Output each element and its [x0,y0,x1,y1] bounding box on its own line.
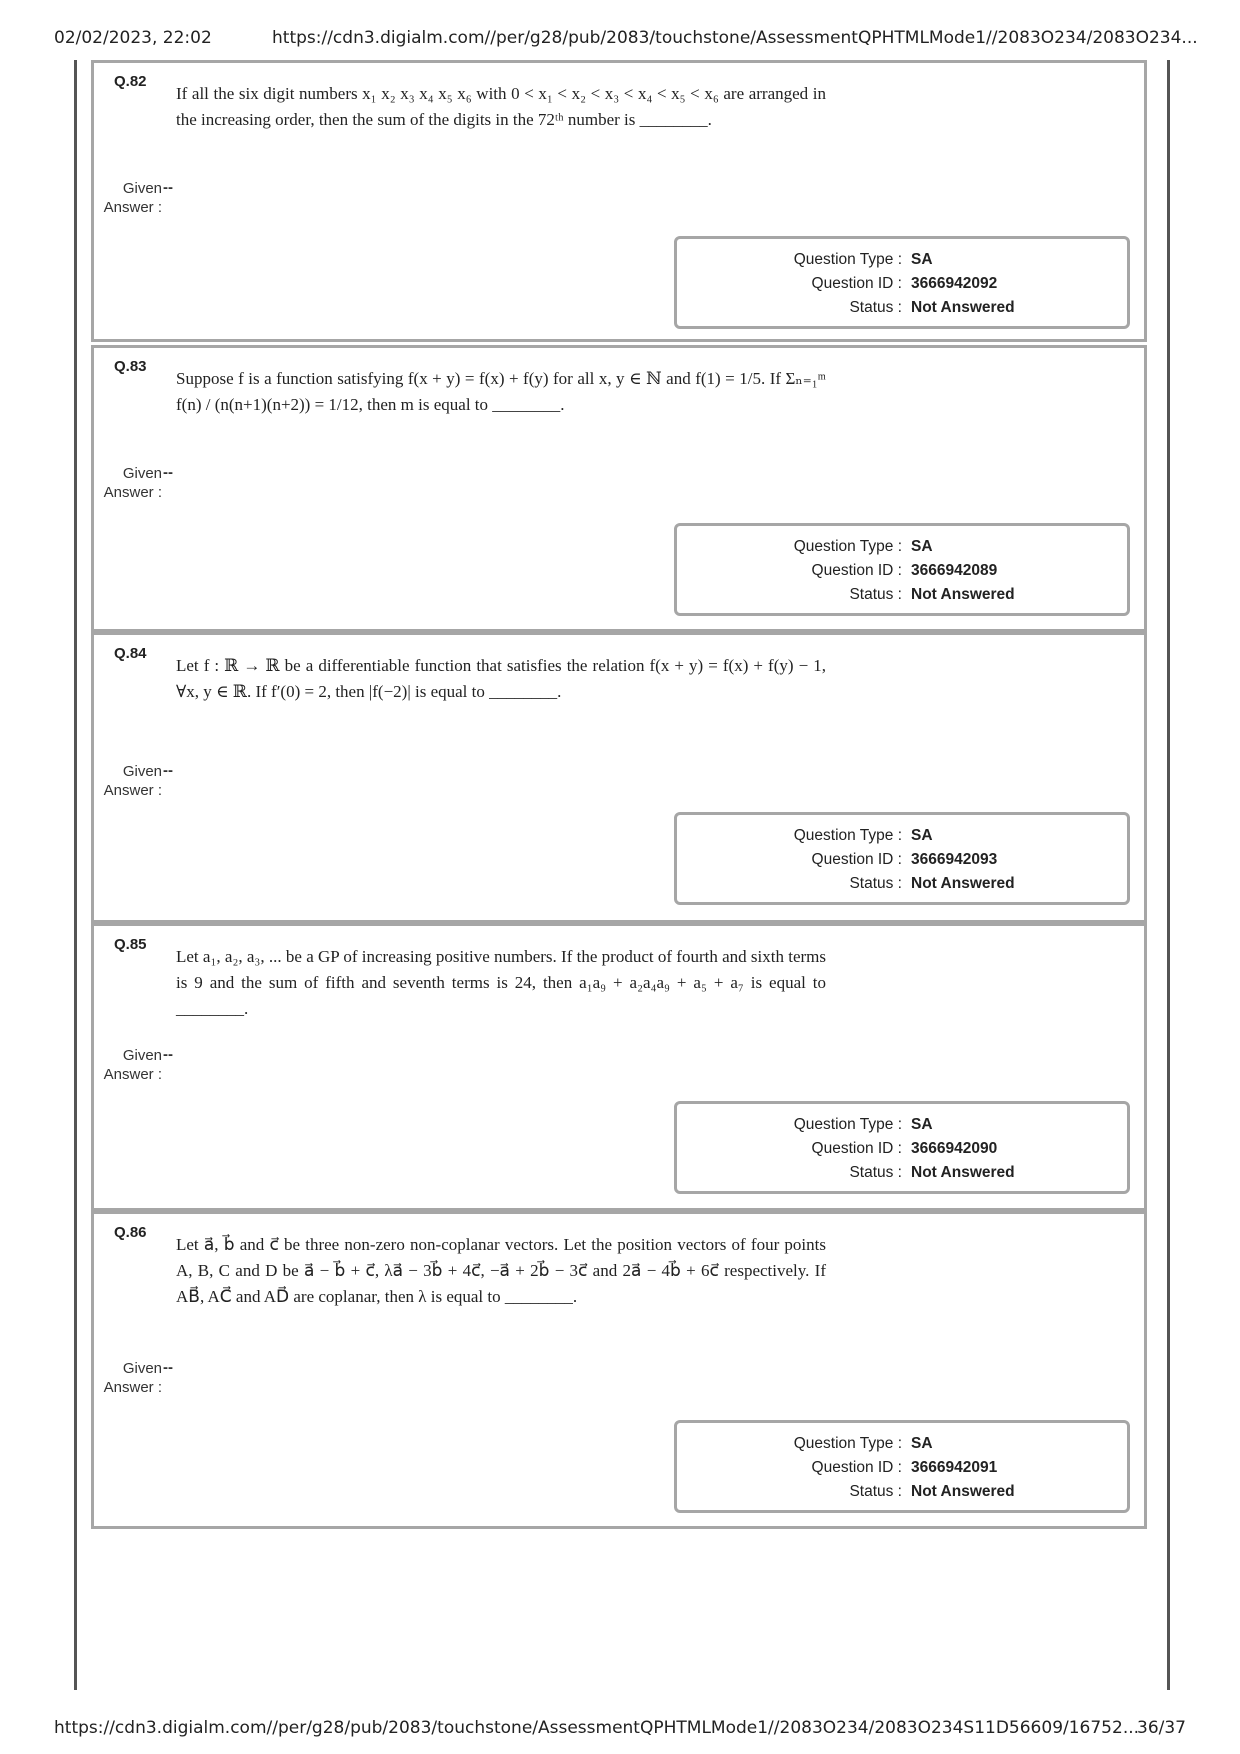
status-label: Status : [849,875,902,892]
question-card [91,60,1147,342]
given-answer-value: -- [163,1046,173,1063]
page-frame-right [1167,60,1170,1690]
given-answer-label: Given Answer : [103,180,162,216]
question-meta-box [674,812,1130,905]
given-answer-label: Given Answer : [103,465,162,501]
question-id-label: Question ID : [811,1140,902,1157]
question-number: Q.84 [114,645,147,662]
given-answer-label: Given Answer : [103,1360,162,1396]
status-label: Status : [849,586,902,603]
question-type-label: Question Type : [793,1116,902,1133]
question-type-value: SA [911,251,933,268]
print-footer [54,1718,1186,1742]
question-card [91,345,1147,632]
question-meta-box [674,236,1130,329]
question-type-value: SA [911,538,933,555]
question-card [91,1211,1147,1529]
given-answer-value: -- [163,179,173,196]
status-value: Not Answered [911,299,1015,316]
question-type-value: SA [911,1116,933,1133]
question-id-label: Question ID : [811,275,902,292]
question-id-label: Question ID : [811,851,902,868]
print-header-url: https://cdn3.digialm.com//per/g28/pub/2083/touchstone/AssessmentQPHTMLMode1//2083O234/2083O234... [272,28,1198,48]
question-type-label: Question Type : [793,827,902,844]
status-label: Status : [849,1483,902,1500]
question-id-value: 3666942093 [911,851,998,868]
question-type-label: Question Type : [793,538,902,555]
question-id-label: Question ID : [811,1459,902,1476]
question-number: Q.83 [114,358,147,375]
given-answer-label: Given Answer : [103,1047,162,1083]
question-text: Let a₁, a₂, a₃, ... be a GP of increasing positive numbers. If the product of fourth and sixth terms is 9 and the sum of fifth and seventh terms is 24, then a₁a₉ + a₂a₄a₉ + a₅ + a₇ is equal to ________. [176,947,826,1018]
question-card [91,632,1147,923]
question-id-value: 3666942092 [911,275,998,292]
print-footer-url: https://cdn3.digialm.com//per/g28/pub/2083/touchstone/AssessmentQPHTMLMode1//2083O234/2083O234S11D56609/16752... [54,1718,1140,1738]
print-datetime: 02/02/2023, 22:02 [54,28,212,48]
question-id-value: 3666942090 [911,1140,998,1157]
question-type-value: SA [911,1435,933,1452]
page-number: 36/37 [1137,1718,1186,1738]
given-answer-value: -- [163,762,173,779]
page-frame-left [74,60,77,1690]
question-text: Let f : ℝ → ℝ be a differentiable function that satisfies the relation f(x + y) = f(x) + f(y) − 1, ∀x, y ∈ ℝ. If f′(0) = 2, then |f(−2)| is equal to ________. [176,656,826,701]
question-id-value: 3666942089 [911,562,998,579]
status-value: Not Answered [911,1164,1015,1181]
question-text: Let a⃗, b⃗ and c⃗ be three non-zero non-coplanar vectors. Let the position vectors of four points A, B, C and D be a⃗ − b⃗ + c⃗, λa⃗ − 3b⃗ + 4c⃗, −a⃗ + 2b⃗ − 3c⃗ and 2a⃗ − 4b⃗ + 6c⃗ respectively. If AB⃗, AC⃗ and AD⃗ are coplanar, then λ is equal to ________. [176,1235,826,1306]
given-answer-value: -- [163,1359,173,1376]
given-answer-value: -- [163,464,173,481]
question-meta-box [674,523,1130,616]
question-meta-box [674,1101,1130,1194]
status-value: Not Answered [911,1483,1015,1500]
question-number: Q.82 [114,73,147,90]
status-label: Status : [849,1164,902,1181]
question-number: Q.86 [114,1224,147,1241]
status-label: Status : [849,299,902,316]
question-id-value: 3666942091 [911,1459,998,1476]
print-header [54,28,1198,52]
question-type-label: Question Type : [793,251,902,268]
given-answer-label: Given Answer : [103,763,162,799]
question-text: If all the six digit numbers x₁ x₂ x₃ x₄ x₅ x₆ with 0 < x₁ < x₂ < x₃ < x₄ < x₅ < x₆ are arranged in the increasing order, then the sum of the digits in the 72ᵗʰ number is ________. [176,84,826,129]
question-id-label: Question ID : [811,562,902,579]
status-value: Not Answered [911,875,1015,892]
status-value: Not Answered [911,586,1015,603]
question-card [91,923,1147,1211]
question-number: Q.85 [114,936,147,953]
question-text: Suppose f is a function satisfying f(x + y) = f(x) + f(y) for all x, y ∈ ℕ and f(1) = 1/5. If Σₙ₌₁ᵐ f(n) / (n(n+1)(n+2)) = 1/12, then m is equal to ________. [176,369,826,414]
question-type-value: SA [911,827,933,844]
question-meta-box [674,1420,1130,1513]
question-type-label: Question Type : [793,1435,902,1452]
